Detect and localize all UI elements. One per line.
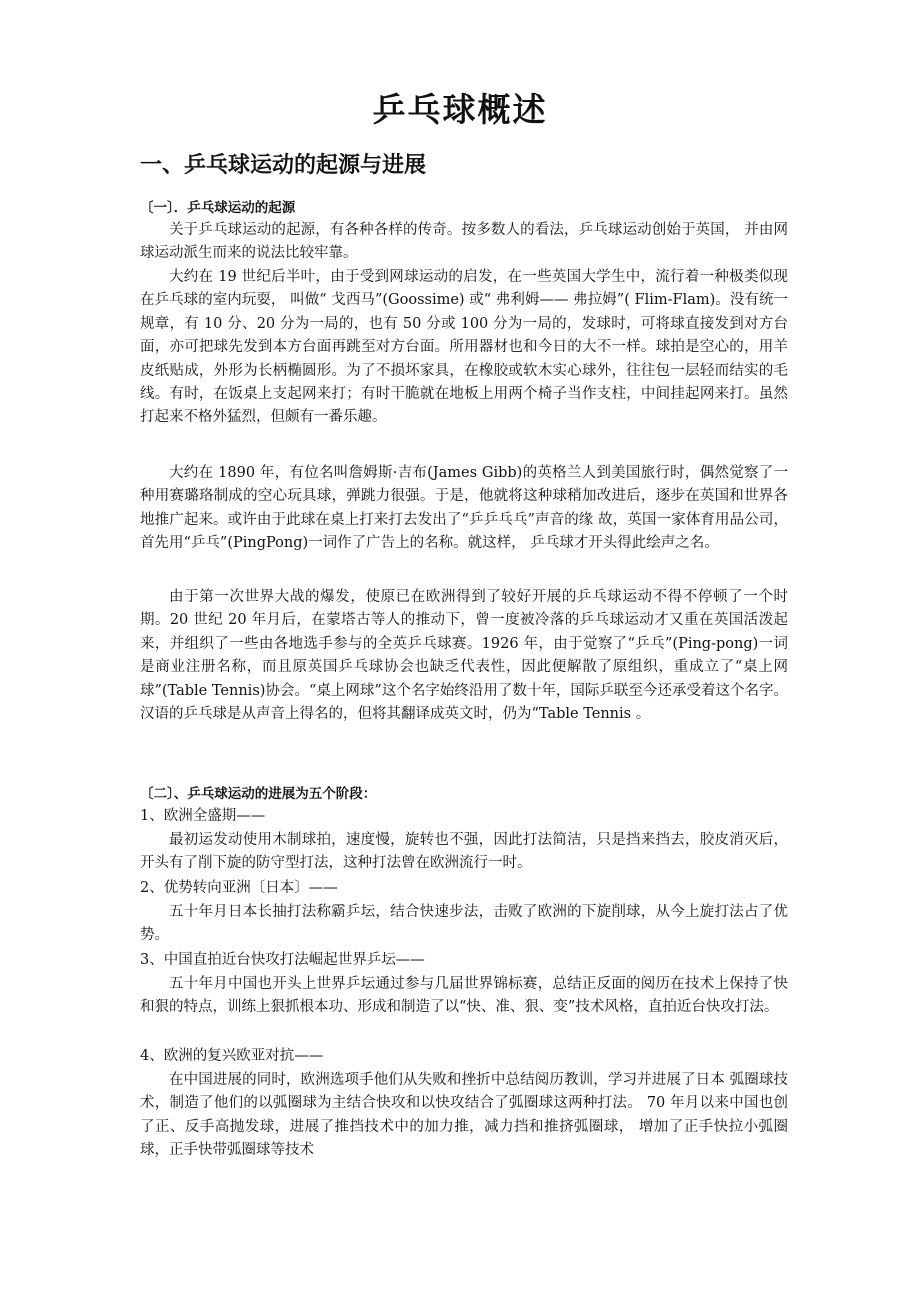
stage-4-label: 4、欧洲的复兴欧亚对抗—— — [140, 1048, 324, 1064]
paragraph-wwi-table-tennis: 由于第一次世界大战的爆发，使原已在欧洲得到了较好开展的乒乓球运动不得不停顿了一个时期。20 世纪 20 年月后，在蒙塔古等人的推动下，曾一度被冷落的乒乓球运动才又重在英国活泼起来，并组织了一些由各地选手参与的全英乒乓球赛。1926 年，由于觉察了“乒乓”(Ping-pong)一词是商业注册名称，而且原英国乒乓球协会也缺乏代表性，因此便解散了原组织，重成立了“桌上网球”(Table Tennis)协会。“桌上网球”这个名字始终沿用了数十年，国际乒联至今还承受着这个名字。汉语的乒乓球是从声音上得名的，但将其翻译成英文时，仍为“Table Tennis 。 — [140, 589, 788, 723]
subsection-heading-origin: 〔一〕．乒乓球运动的起源 — [140, 200, 296, 216]
paragraph-19th-century: 大约在 19 世纪后半叶，由于受到网球运动的启发，在一些英国大学生中，流行着一种极类似现在乒乓球的室内玩耍， 叫做“ 戈西马”(Goossime) 或“ 弗利姆—— 弗拉姆”( Flim-Flam)。没有统一规章，有 10 分、20 分为一局的，也有 50 分或 100 分为一局的，发球时，可将球直接发到对方台面，亦可把球先发到本方台面再跳至对方台面。所用器材也和今日的大不一样。球拍是空心的，用羊皮纸贴成，外形为长柄椭圆形。为了不损坏家具，在橡胶或软木实心球外，往往包一层轻而结实的毛线。有时，在饭桌上支起网来打；有时干脆就在地板上用两个椅子当作支柱，中间挂起网来打。虽然打起来不格外猛烈，但颇有一番乐趣。 — [140, 269, 788, 426]
section-heading-origin-development: 一、乒乓球运动的起源与进展 — [140, 152, 427, 178]
stage-1-text: 最初运发动使用木制球拍，速度慢，旋转也不强，因此打法简洁，只是挡来挡去，胶皮消灭后，开头有了削下旋的防守型打法，这种打法曾在欧洲流行一时。 — [140, 832, 788, 872]
stage-3-label: 3、中国直拍近台快攻打法崛起世界乒坛—— — [140, 952, 425, 968]
stage-1-label: 1、欧洲全盛期—— — [140, 808, 266, 824]
paragraph-origin-intro: 关于乒乓球运动的起源，有各种各样的传奇。按多数人的看法，乒乓球运动创始于英国， 并由网球运动派生而来的说法比较牢靠。 — [140, 222, 788, 262]
stage-2-label: 2、优势转向亚洲〔日本〕—— — [140, 880, 338, 896]
paragraph-james-gibb: 大约在 1890 年，有位名叫詹姆斯·吉布(James Gibb)的英格兰人到美国旅行时，偶然觉察了一种用赛璐珞制成的空心玩具球，弹跳力很强。于是，他就将这种球稍加改进后，逐步在英国和世界各地推广起来。或许由于此球在桌上打来打去发出了“乒乒乓乓”声音的缘 故，英国一家体育用品公司，首先用“乒乓”(PingPong)一词作了广告上的名称。就这样， 乒乓球才开头得此绘声之名。 — [140, 465, 788, 552]
stage-3-text: 五十年月中国也开头上世界乒坛通过参与几届世界锦标赛，总结正反面的阅历在技术上保持了快和狠的特点，训练上狠抓根本功、形成和制造了以“快、准、狠、变”技术风格，直拍近台快攻打法。 — [140, 976, 788, 1016]
document-title: 乒乓球概述 — [372, 90, 548, 129]
subsection-heading-five-stages: 〔二〕、乒乓球运动的进展为五个阶段： — [140, 786, 377, 802]
stage-4-text: 在中国进展的同时，欧洲选项手他们从失败和挫折中总结阅历教训，学习并进展了日本 弧圈球技术，制造了他们的以弧圈球为主结合快攻和以快攻结合了弧圈球这两种打法。 70 年月以来中国也创了正、反手高抛发球，进展了推挡技术中的加力推，减力挡和推挤弧圈球， 增加了正手快拉小弧圈球，正手快带弧圈球等技术 — [140, 1072, 788, 1159]
stage-2-text: 五十年月日本长抽打法称霸乒坛，结合快速步法，击败了欧洲的下旋削球，从今上旋打法占了优势。 — [140, 904, 788, 944]
